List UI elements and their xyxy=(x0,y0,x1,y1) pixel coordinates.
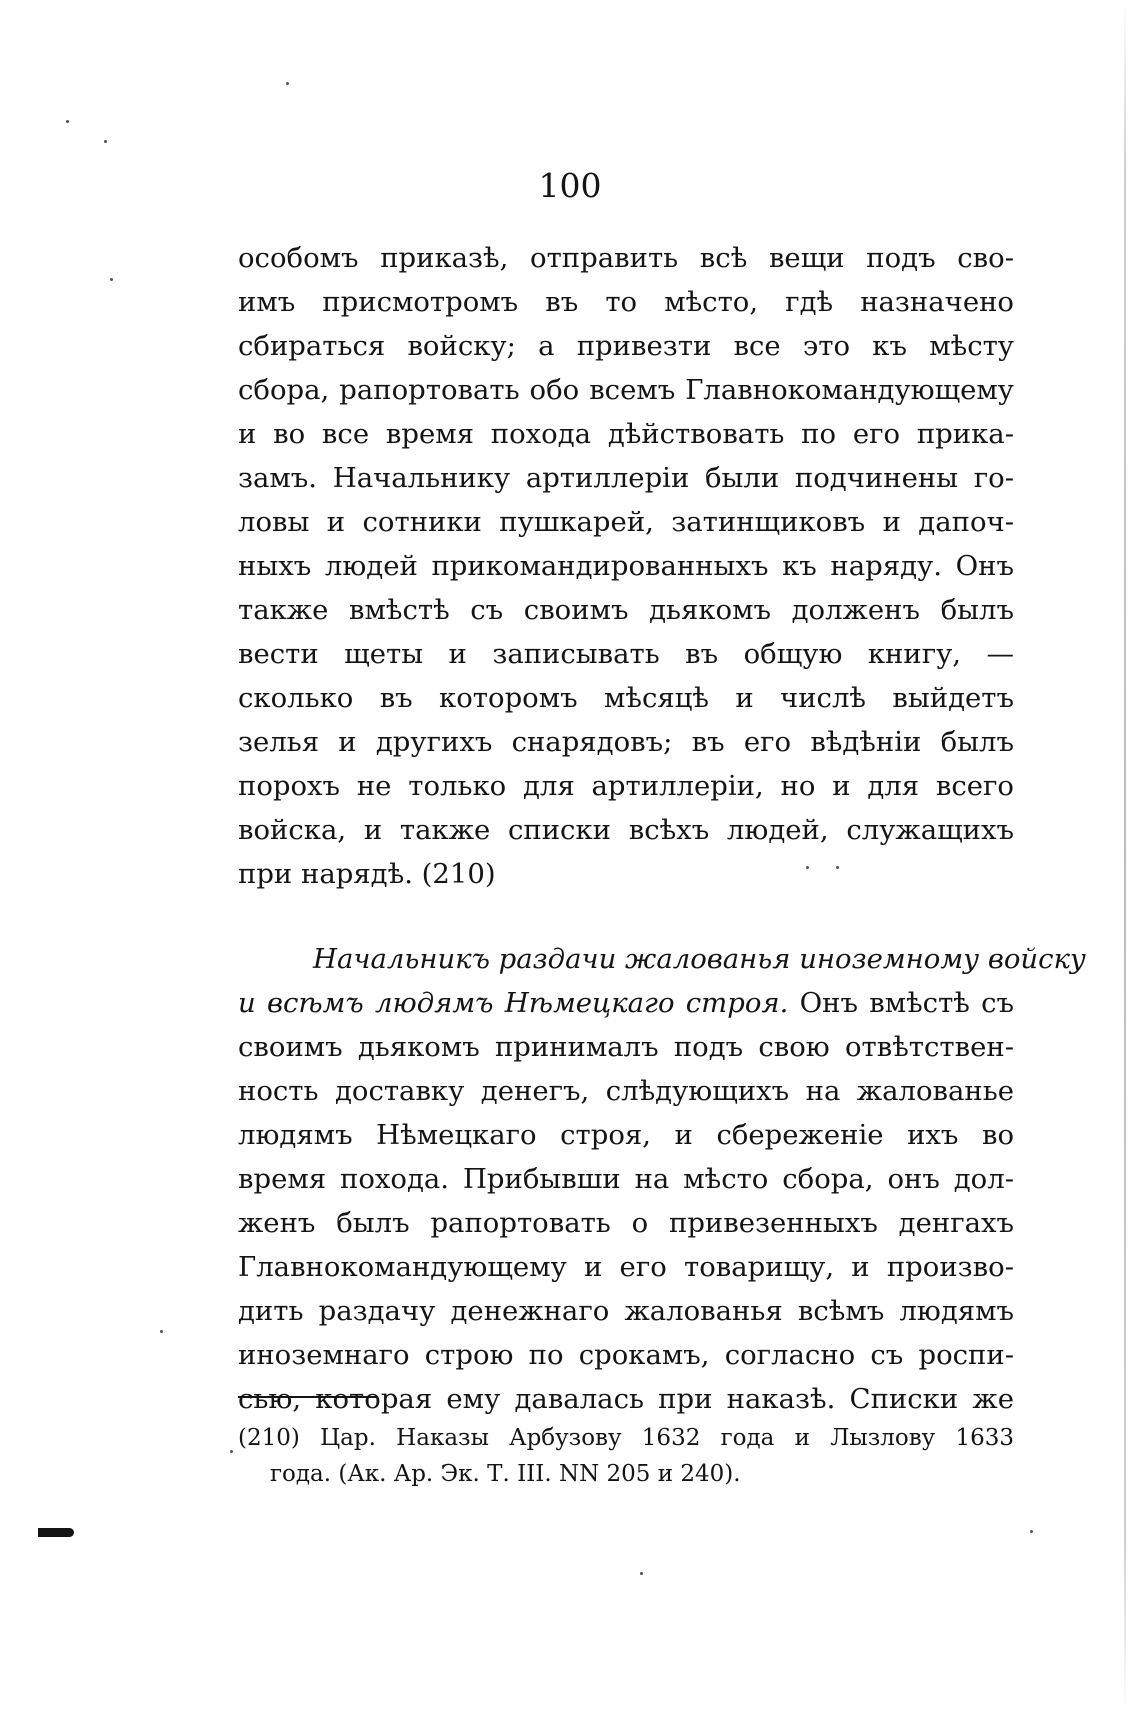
section-heading-line xyxy=(238,981,1014,1025)
scan-speck xyxy=(104,140,107,143)
text-line: зелья и другихъ снарядовъ; въ его вѣдѣніи былъ xyxy=(238,726,1014,758)
scan-speck xyxy=(286,82,289,85)
text-line: сколько въ которомъ мѣсяцѣ и числѣ выйдетъ xyxy=(238,682,1014,714)
text-line: и во все время похода дѣйствовать по его прика- xyxy=(238,418,1014,450)
scan-speck xyxy=(1030,1530,1033,1533)
text-line: дить раздачу денежнаго жалованья всѣмъ людямъ xyxy=(238,1295,1014,1327)
text-line: ловы и сотники пушкарей, затинщиковъ и дапоч- xyxy=(238,506,1014,538)
scan-speck xyxy=(66,120,69,123)
text-line: сбираться войску; а привезти все это къ мѣсту xyxy=(238,330,1014,362)
main-text xyxy=(238,236,1086,1421)
page-number: 100 xyxy=(538,166,602,205)
footnote-line: года. (Ак. Ар. Эк. Т. III. NN 205 и 240). xyxy=(270,1461,741,1487)
scan-speck xyxy=(230,1450,233,1453)
scan-speck xyxy=(110,278,113,281)
footnote xyxy=(238,1420,1014,1492)
text-line: войска, и также списки всѣхъ людей, служащихъ xyxy=(238,814,1014,846)
scan-speck xyxy=(160,1330,163,1333)
text-line: сбора, рапортовать обо всемъ Главнокомандующему xyxy=(238,374,1014,406)
text-line: ность доставку денегъ, слѣдующихъ на жалованье xyxy=(238,1075,1014,1107)
page-edge-shadow xyxy=(1124,0,1126,1712)
footnote-line: (210) Цар. Наказы Арбузову 1632 года и Лызлову 1633 xyxy=(238,1425,1014,1451)
scan-speck xyxy=(836,866,839,869)
text-line: женъ былъ рапортовать о привезенныхъ денгахъ xyxy=(238,1207,1014,1239)
section-heading-line: Начальникъ раздачи жалованья иноземному войску xyxy=(313,943,1086,975)
text-line: Главнокомандующему и его товарищу, и произво- xyxy=(238,1251,1014,1283)
text-line: порохъ не только для артиллеріи, но и для всего xyxy=(238,770,1014,802)
text-line: при нарядѣ. (210) xyxy=(238,858,496,890)
text-line: также вмѣстѣ съ своимъ дьякомъ долженъ былъ xyxy=(238,594,1014,626)
text-line: ныхъ людей прикомандированныхъ къ наряду. Онъ xyxy=(238,550,1014,582)
text-line: замъ. Начальнику артиллеріи были подчинены го- xyxy=(238,462,1014,494)
scan-speck xyxy=(640,1572,643,1575)
text-line: имъ присмотромъ въ то мѣсто, гдѣ назначено xyxy=(238,286,1014,318)
scan-artifact-mark xyxy=(38,1528,74,1537)
text-line: особомъ приказѣ, отправить всѣ вещи подъ сво- xyxy=(238,242,1014,274)
text-line: иноземнаго строю по срокамъ, согласно съ роспи- xyxy=(238,1339,1014,1371)
text-line: вести щеты и записывать въ общую книгу, — xyxy=(238,638,1014,670)
text-line: людямъ Нѣмецкаго строя, и сбереженіе ихъ во xyxy=(238,1119,1014,1151)
text-line: время похода. Прибывши на мѣсто сбора, онъ дол- xyxy=(238,1163,1014,1195)
text-line: сью, которая ему давалась при наказѣ. Списки же xyxy=(238,1383,1014,1415)
text-line: своимъ дьякомъ принималъ подъ свою отвѣтствен- xyxy=(238,1031,1014,1063)
scan-speck xyxy=(806,866,809,869)
section-text-start: Онъ вмѣстѣ съ xyxy=(799,987,1014,1019)
section-heading-end: и всѣмъ людямъ Нѣмецкаго строя. xyxy=(238,987,789,1019)
footnote-divider xyxy=(238,1396,378,1398)
